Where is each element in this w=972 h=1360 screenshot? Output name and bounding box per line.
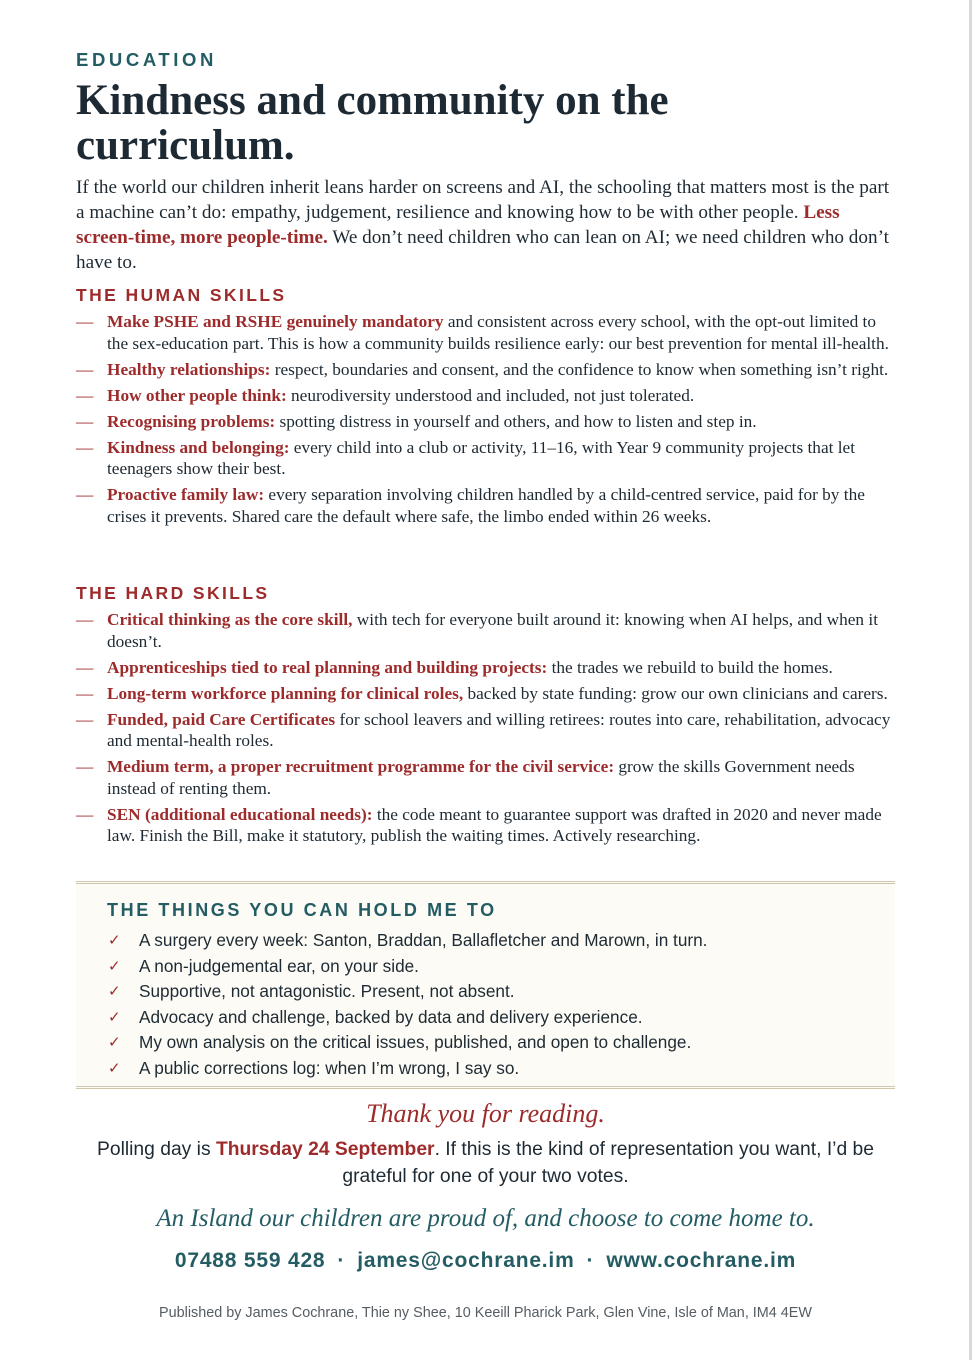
list-item xyxy=(76,657,898,679)
item-text: the trades we rebuild to build the homes. xyxy=(547,657,833,677)
polling-text-after: . If this is the kind of representation you want, I’d be grateful for one of your two votes. xyxy=(342,1139,874,1187)
hard-skills-list xyxy=(76,609,898,852)
check-icon: ✓ xyxy=(108,1007,121,1026)
item-lead: Funded, paid Care Certificates xyxy=(107,709,336,729)
phone-number[interactable]: 07488 559 428 xyxy=(174,1249,326,1272)
intro-text-after: We don’t need children who can lean on AI; we need children who don’t have to. xyxy=(76,227,889,273)
item-lead: Long-term workforce planning for clinical roles, xyxy=(107,683,464,703)
item-text: grow the skills Government needs instead of renting them. xyxy=(107,757,855,798)
dash-bullet: — xyxy=(76,804,94,824)
polling-text-before: Polling day is xyxy=(96,1139,216,1160)
separator-dot: · xyxy=(586,1249,595,1272)
commitments-box xyxy=(76,881,895,1089)
dash-bullet: — xyxy=(76,437,94,457)
publisher-imprint: Published by James Cochrane, Thie ny Shee, 10 Keeill Pharick Park, Glen Vine, Isle of Man, IM4 4EW xyxy=(159,1305,812,1321)
item-text: and consistent across every school, with the opt-out limited to the sex-education part. This is how a community builds resilience early: our best prevention for mental ill-health. xyxy=(107,312,889,353)
item-lead: Recognising problems: xyxy=(107,411,276,431)
item-text: every separation involving children handled by a child-centred service, paid for by the crises it prevents. Shared care the default where safe, the limbo ended within 26 weeks. xyxy=(107,485,865,526)
item-lead: Healthy relationships: xyxy=(107,359,271,379)
list-item xyxy=(76,411,898,433)
email-link[interactable]: james@cochrane.im xyxy=(357,1249,575,1272)
commitment-item xyxy=(107,979,867,1005)
commitment-item xyxy=(107,928,867,954)
commitment-text: My own analysis on the critical issues, published, and open to challenge. xyxy=(139,1032,692,1052)
item-lead: How other people think: xyxy=(107,385,287,405)
list-item xyxy=(76,609,898,652)
list-item xyxy=(76,385,898,407)
dash-bullet: — xyxy=(76,757,94,777)
commitment-text: A surgery every week: Santon, Braddan, Ballafletcher and Marown, in turn. xyxy=(139,930,708,950)
human-skills-list xyxy=(76,311,898,532)
check-icon: ✓ xyxy=(108,1033,121,1051)
check-icon: ✓ xyxy=(108,931,121,949)
item-lead: Kindness and belonging: xyxy=(107,437,290,457)
item-lead: SEN (additional educational needs): xyxy=(107,804,373,824)
item-lead: Medium term, a proper recruitment programme for the civil service: xyxy=(107,757,615,777)
intro-text-before: If the world our children inherit leans harder on screens and AI, the schooling that matters most is the part a machine can’t do: empathy, judgement, resilience and knowing how to be with other people. xyxy=(76,177,890,223)
item-text: with tech for everyone built around it: knowing when AI helps, and when it doesn’t. xyxy=(107,610,878,651)
dash-bullet: — xyxy=(76,657,94,677)
commitment-item xyxy=(107,1030,867,1056)
item-text: the code meant to guarantee support was drafted in 2020 and never made law. Finish the Bill, make it statutory, publish the waiting times. Actively researching. xyxy=(107,804,882,846)
item-text: neurodiversity understood and included, not just tolerated. xyxy=(286,385,695,405)
website-link[interactable]: www.cochrane.im xyxy=(606,1249,797,1272)
dash-bullet: — xyxy=(76,709,94,729)
dash-bullet: — xyxy=(76,485,94,505)
check-icon: ✓ xyxy=(108,1058,121,1077)
separator-dot: · xyxy=(337,1249,346,1272)
contact-line xyxy=(76,1249,895,1273)
dash-bullet: — xyxy=(76,610,94,629)
commitments-list xyxy=(107,928,867,1081)
commitment-text: A public corrections log: when I’m wrong, I say so. xyxy=(139,1057,520,1078)
dash-bullet: — xyxy=(76,312,94,331)
polling-day-note xyxy=(76,1136,895,1190)
section-kicker: EDUCATION xyxy=(76,49,217,70)
thank-you-line: Thank you for reading. xyxy=(366,1099,605,1128)
list-item xyxy=(76,484,898,527)
item-text: spotting distress in yourself and others, and how to listen and step in. xyxy=(275,411,757,431)
dash-bullet: — xyxy=(76,683,94,703)
list-item xyxy=(76,359,898,381)
commitments-heading: THE THINGS YOU CAN HOLD ME TO xyxy=(107,900,497,920)
list-item xyxy=(76,709,898,752)
page-title: Kindness and community on the curriculum. xyxy=(76,77,669,169)
list-item xyxy=(76,683,898,705)
item-lead: Critical thinking as the core skill, xyxy=(107,610,353,629)
item-text: for school leavers and willing retirees: routes into care, rehabilitation, advocacy and mental-health roles. xyxy=(107,709,891,751)
list-item xyxy=(76,804,898,847)
intro-paragraph xyxy=(76,175,894,275)
hard-skills-heading: THE HARD SKILLS xyxy=(76,583,270,603)
commitment-text: Advocacy and challenge, backed by data and delivery experience. xyxy=(139,1006,643,1027)
list-item xyxy=(76,311,898,354)
tagline: An Island our children are proud of, and choose to come home to. xyxy=(156,1205,815,1232)
human-skills-heading: THE HUMAN SKILLS xyxy=(76,285,287,305)
check-icon: ✓ xyxy=(108,956,121,975)
item-lead: Make PSHE and RSHE genuinely mandatory xyxy=(107,312,444,331)
commitment-text: Supportive, not antagonistic. Present, not absent. xyxy=(139,981,515,1001)
commitment-text: A non-judgemental ear, on your side. xyxy=(139,955,419,976)
item-text: every child into a club or activity, 11–16, with Year 9 community projects that let teenagers show their best. xyxy=(107,437,856,479)
polling-date: Thursday 24 September xyxy=(215,1139,435,1160)
check-icon: ✓ xyxy=(108,982,121,1000)
commitment-item xyxy=(107,1056,867,1082)
dash-bullet: — xyxy=(76,411,94,431)
item-text: respect, boundaries and consent, and the confidence to know when something isn’t right. xyxy=(270,359,889,379)
list-item xyxy=(76,437,898,480)
item-lead: Proactive family law: xyxy=(107,485,265,505)
item-text: backed by state funding: grow our own clinicians and carers. xyxy=(463,683,888,703)
intro-highlight: Less screen-time, more people-time. xyxy=(76,202,840,248)
commitment-item xyxy=(107,1005,867,1031)
dash-bullet: — xyxy=(76,359,94,379)
commitment-item xyxy=(107,954,867,980)
item-lead: Apprenticeships tied to real planning and building projects: xyxy=(107,657,548,677)
dash-bullet: — xyxy=(76,385,94,405)
list-item xyxy=(76,756,898,799)
